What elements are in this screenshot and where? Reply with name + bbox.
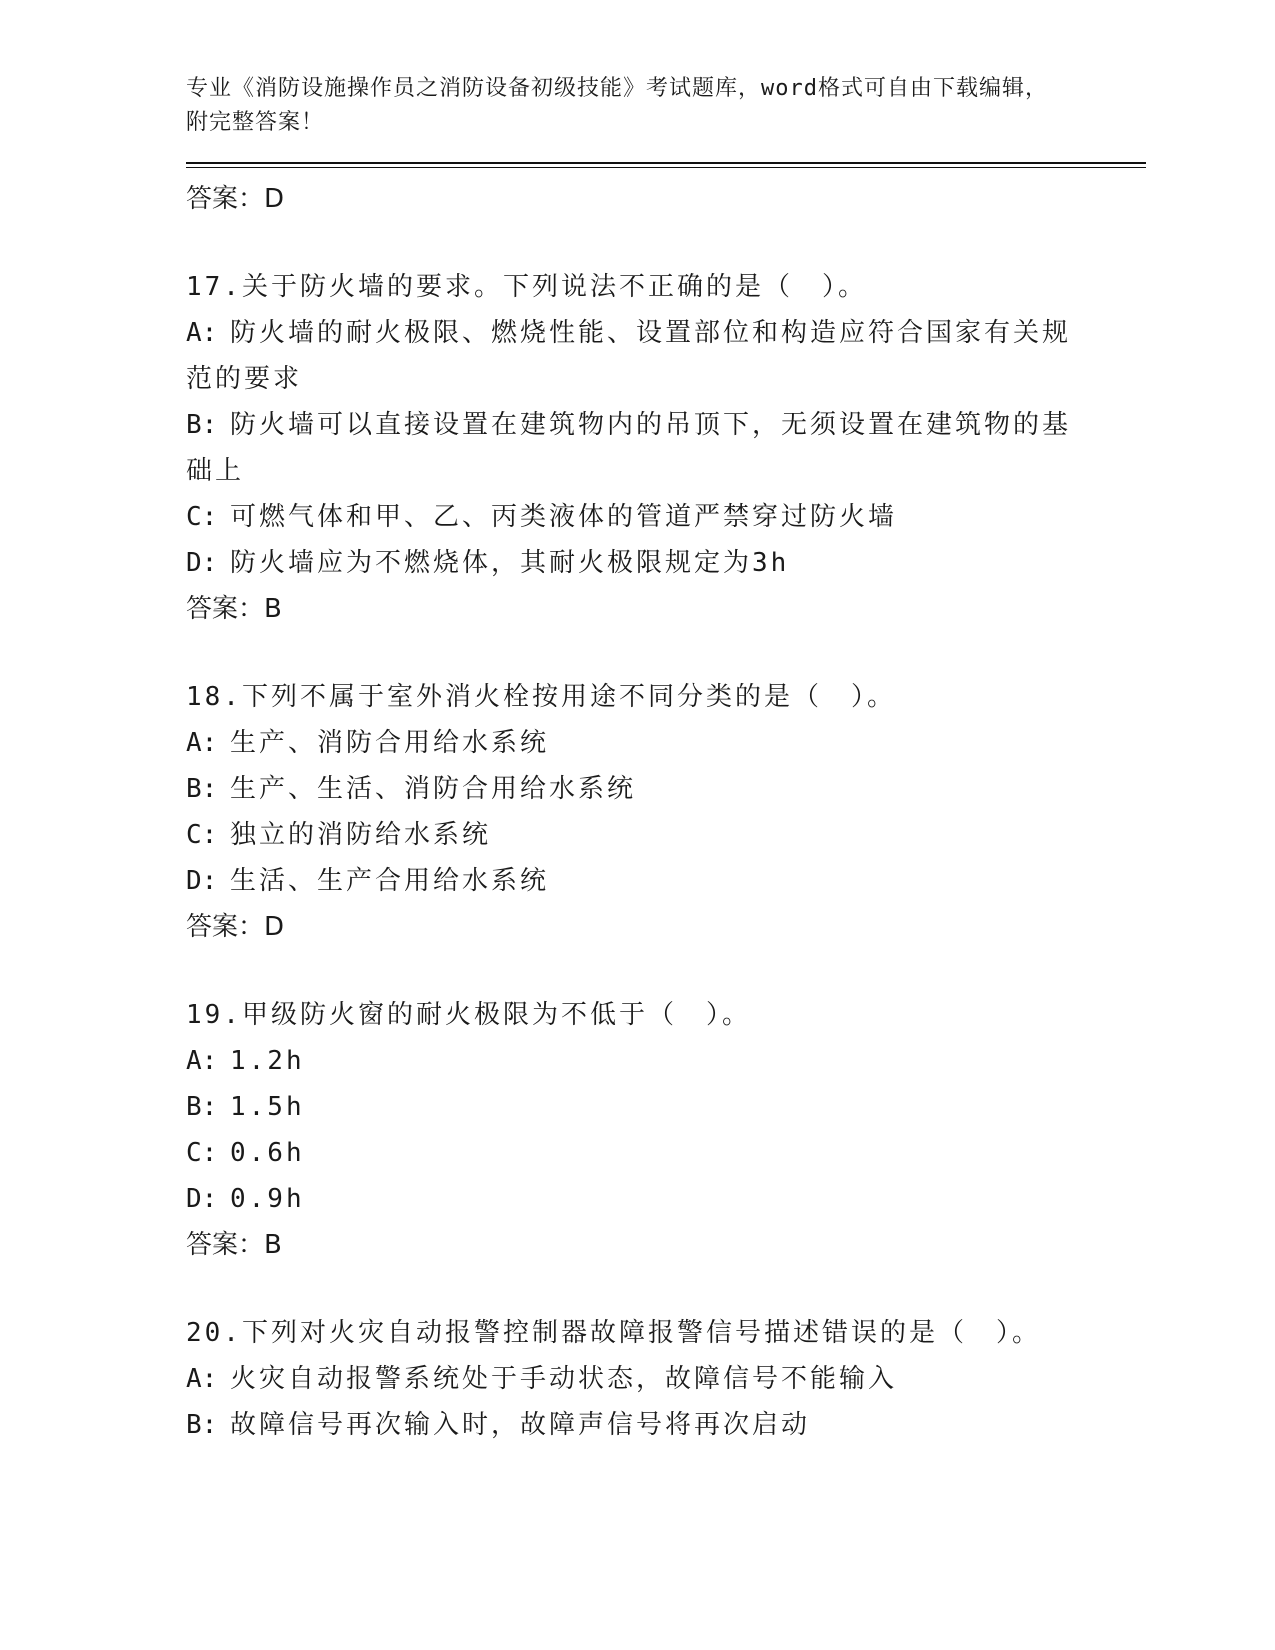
previous-answer: 答案：D [186,184,285,214]
question-20 [186,1310,1146,1448]
option-text: 1.5h [230,1092,305,1122]
document-page [186,72,1146,1448]
option-text: 独立的消防给水系统 [230,820,492,850]
option-b [186,1084,1086,1130]
option-d [186,540,1086,586]
option-text: 防火墙应为不燃烧体，其耐火极限规定为3h [230,548,790,578]
option-letter: C: [186,1138,218,1168]
option-a [186,1356,1086,1402]
option-text: 防火墙的耐火极限、燃烧性能、设置部位和构造应符合国家有关规范的要求 [186,318,1072,394]
option-text: 1.2h [230,1046,305,1076]
option-text: 生产、消防合用给水系统 [230,728,550,758]
option-letter: B: [186,774,218,804]
option-letter: A: [186,728,218,758]
question-18 [186,674,1146,950]
option-letter: B: [186,410,218,440]
option-c [186,1130,1086,1176]
answer: 答案：D [186,912,285,942]
option-a [186,1038,1086,1084]
option-text: 生活、生产合用给水系统 [230,866,550,896]
option-text: 可燃气体和甲、乙、丙类液体的管道严禁穿过防火墙 [230,502,898,532]
option-letter: A: [186,1046,218,1076]
option-a [186,310,1086,402]
option-letter: B: [186,1410,218,1440]
header-rule-thick [186,162,1146,164]
header-rule-thin [186,167,1146,168]
question-stem: 19.甲级防火窗的耐火极限为不低于（ ）。 [186,1000,751,1030]
answer: 答案：B [186,594,282,624]
option-letter: B: [186,1092,218,1122]
option-text: 0.9h [230,1184,305,1214]
option-b [186,1402,1086,1448]
question-17 [186,264,1146,632]
question-stem: 18.下列不属于室外消火栓按用途不同分类的是（ ）。 [186,682,896,712]
answer: 答案：B [186,1230,282,1260]
option-text: 0.6h [230,1138,305,1168]
option-text: 防火墙可以直接设置在建筑物内的吊顶下，无须设置在建筑物的基础上 [186,410,1072,486]
option-b [186,402,1086,494]
question-19 [186,992,1146,1268]
question-stem: 17.关于防火墙的要求。下列说法不正确的是（ ）。 [186,272,867,302]
option-letter: C: [186,502,218,532]
option-c [186,812,1086,858]
option-letter: C: [186,820,218,850]
option-letter: D: [186,1184,218,1214]
option-d [186,858,1086,904]
option-a [186,720,1086,766]
option-letter: A: [186,318,218,348]
option-text: 火灾自动报警系统处于手动状态，故障信号不能输入 [230,1364,898,1394]
option-d [186,1176,1086,1222]
question-stem: 20.下列对火灾自动报警控制器故障报警信号描述错误的是（ ）。 [186,1318,1041,1348]
option-c [186,494,1086,540]
option-text: 故障信号再次输入时，故障声信号将再次启动 [230,1410,811,1440]
option-letter: D: [186,866,218,896]
option-letter: D: [186,548,218,578]
option-letter: A: [186,1364,218,1394]
option-text: 生产、生活、消防合用给水系统 [230,774,637,804]
option-b [186,766,1086,812]
document-header: 专业《消防设施操作员之消防设备初级技能》考试题库，word格式可自由下载编辑，附完整答案！ [186,76,1048,135]
